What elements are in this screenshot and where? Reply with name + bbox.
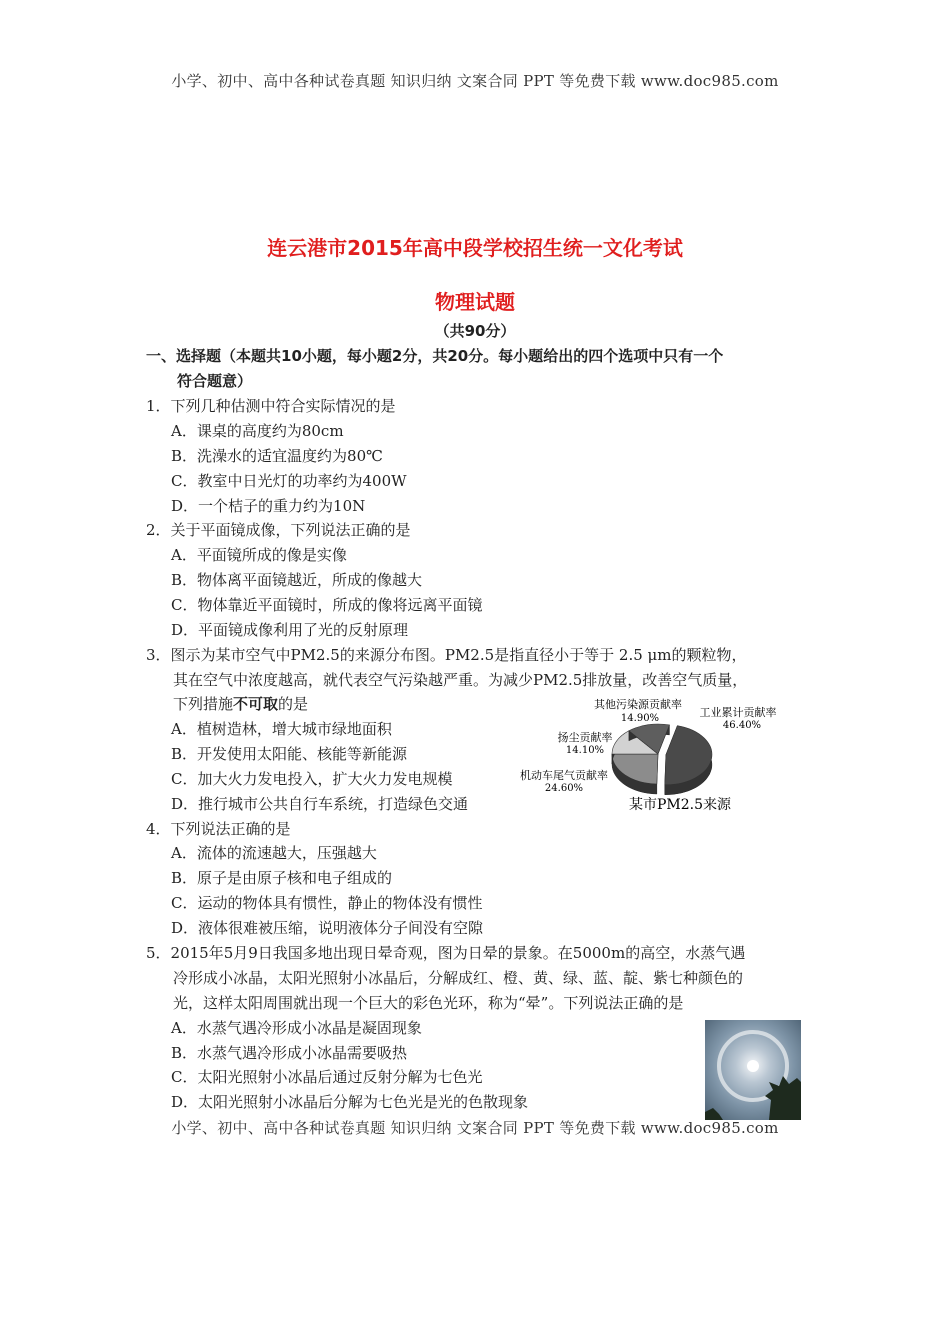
question-3-option-a: A．植树造林，增大城市绿地面积 xyxy=(171,720,392,738)
question-5-stem-line1: 5．2015年5月9日我国多地出现日晕奇观，图为日晕的景象。在5000m的高空，水蒸气遇 xyxy=(146,944,746,962)
pct-industry: 46.40% xyxy=(722,720,762,731)
page-footer-banner: 小学、初中、高中各种试卷真题 知识归纳 文案合同 PPT 等免费下载 www.doc985.com xyxy=(171,1119,779,1137)
question-3-option-b: B．开发使用太阳能、核能等新能源 xyxy=(171,745,408,763)
tree-silhouette xyxy=(765,1076,801,1120)
question-4-option-c: C．运动的物体具有惯性，静止的物体没有惯性 xyxy=(171,894,483,912)
question-2-option-b: B．物体离平面镜越近，所成的像越大 xyxy=(171,571,423,589)
sun-halo-photo xyxy=(705,1020,801,1120)
chart-title: 某市PM2.5来源 xyxy=(628,797,732,813)
question-3-stem-line1: 3．图示为某市空气中PM2.5的来源分布图。PM2.5是指直径小于等于 2.5 μm的颗粒物， xyxy=(146,646,747,664)
question-2-stem: 2．关于平面镜成像，下列说法正确的是 xyxy=(146,521,411,539)
question-4-option-d: D．液体很难被压缩，说明液体分子间没有空隙 xyxy=(171,919,484,937)
question-5-option-d: D．太阳光照射小冰晶后分解为七色光是光的色散现象 xyxy=(171,1093,529,1111)
question-1-option-c: C．教室中日光灯的功率约为400W xyxy=(171,472,407,490)
question-3-option-d: D．推行城市公共自行车系统，打造绿色交通 xyxy=(171,795,469,813)
pm25-pie-chart xyxy=(510,692,790,818)
question-5-option-a: A．水蒸气遇冷形成小冰晶是凝固现象 xyxy=(171,1019,422,1037)
question-4-option-a: A．流体的流速越大，压强越大 xyxy=(171,844,377,862)
sun xyxy=(747,1060,759,1072)
question-3-stem-end: 的是 xyxy=(278,695,309,713)
question-5-stem-line3: 光，这样太阳周围就出现一个巨大的彩色光环，称为“晕”。下列说法正确的是 xyxy=(173,994,684,1012)
question-3-stem-text: 下列措施 xyxy=(173,695,234,713)
label-industry: 工业累计贡献率 xyxy=(699,706,777,719)
pct-other-sources: 14.90% xyxy=(620,713,660,724)
question-5-stem-line2: 冷形成小冰晶，太阳光照射小冰晶后，分解成红、橙、黄、绿、蓝、靛、紫七种颜色的 xyxy=(173,969,744,987)
question-1-option-d: D．一个桔子的重力约为10N xyxy=(171,497,366,515)
question-3-option-c: C．加大火力发电投入，扩大火力发电规模 xyxy=(171,770,453,788)
question-5-option-b: B．水蒸气遇冷形成小冰晶需要吸热 xyxy=(171,1044,408,1062)
question-2-option-c: C．物体靠近平面镜时，所成的像将远离平面镜 xyxy=(171,596,483,614)
pct-vehicle-exhaust: 24.60% xyxy=(544,783,584,794)
section-heading-cont: 符合题意） xyxy=(177,372,253,390)
question-3-stem-line2: 其在空气中浓度越高，就代表空气污染越严重。为减少PM2.5排放量，改善空气质量， xyxy=(173,671,748,689)
question-4-option-b: B．原子是由原子核和电子组成的 xyxy=(171,869,393,887)
question-2-option-a: A．平面镜所成的像是实像 xyxy=(171,546,347,564)
question-2-option-d: D．平面镜成像利用了光的反射原理 xyxy=(171,621,409,639)
question-1-option-a: A．课桌的高度约为80cm xyxy=(171,422,344,440)
pct-dust: 14.10% xyxy=(565,745,605,756)
page-header-banner: 小学、初中、高中各种试卷真题 知识归纳 文案合同 PPT 等免费下载 www.doc985.com xyxy=(171,72,779,90)
question-1-option-b: B．洗澡水的适宜温度约为80℃ xyxy=(171,447,383,465)
question-3-stem-line3 xyxy=(173,694,308,714)
label-vehicle-exhaust: 机动车尾气贡献率 xyxy=(520,769,608,782)
question-1-stem: 1．下列几种估测中符合实际情况的是 xyxy=(146,397,396,415)
label-dust: 扬尘贡献率 xyxy=(557,731,613,744)
total-score: （共90分） xyxy=(434,322,516,340)
subject-title: 物理试题 xyxy=(435,290,515,314)
question-4-stem: 4．下列说法正确的是 xyxy=(146,820,291,838)
question-3-emphasis: 不可取 xyxy=(233,695,279,713)
label-other-sources: 其他污染源贡献率 xyxy=(594,698,682,711)
question-5-option-c: C．太阳光照射小冰晶后通过反射分解为七色光 xyxy=(171,1068,483,1086)
section-heading: 一、选择题（本题共10小题，每小题2分，共20分。每小题给出的四个选项中只有一个 xyxy=(146,347,724,365)
exam-title: 连云港市2015年高中段学校招生统一文化考试 xyxy=(267,236,683,260)
